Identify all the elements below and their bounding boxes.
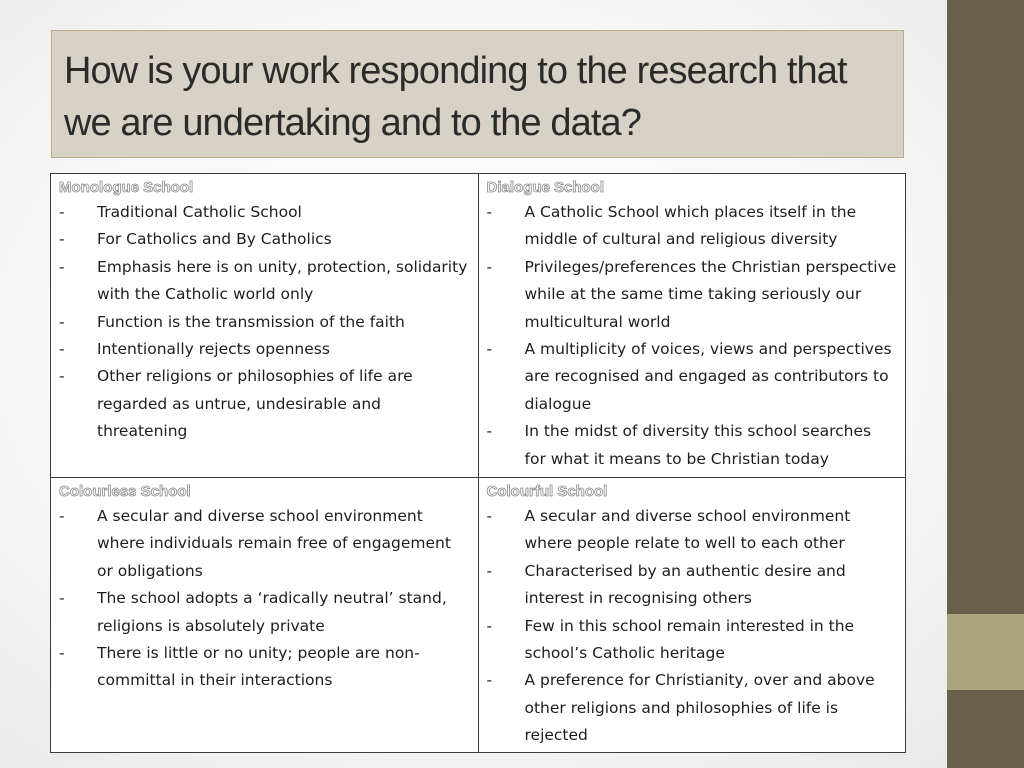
bullet-text: Privileges/preferences the Christian perspective while at the same time taking seriously our multicultural world bbox=[524, 257, 897, 331]
cell-heading: Colourless School bbox=[59, 483, 191, 500]
school-types-table bbox=[50, 173, 906, 753]
cell-colourless-school bbox=[51, 478, 479, 753]
bullet-item bbox=[59, 585, 470, 640]
cell-heading: Colourful School bbox=[486, 483, 608, 500]
bullet-dash: - bbox=[486, 561, 493, 580]
bullet-item bbox=[59, 226, 470, 253]
bullet-dash: - bbox=[486, 671, 493, 690]
bullet-dash: - bbox=[486, 257, 493, 276]
bullet-dash: - bbox=[486, 507, 493, 525]
bullet-text: A multiplicity of voices, views and perspectives are recognised and engaged as contributors to dialogue bbox=[524, 340, 892, 413]
bullet-item bbox=[487, 336, 898, 418]
bullet-item bbox=[487, 503, 898, 558]
bullet-text: Other religions or philosophies of life are regarded as untrue, undesirable and threatening bbox=[97, 367, 413, 441]
bullet-list bbox=[487, 199, 898, 473]
table-row bbox=[51, 174, 906, 478]
bullet-item bbox=[59, 309, 470, 336]
side-decor-accent bbox=[947, 614, 1024, 690]
bullet-list bbox=[59, 199, 470, 446]
cell-heading: Monologue School bbox=[59, 179, 194, 196]
bullet-text: Few in this school remain interested in the school’s Catholic heritage bbox=[524, 616, 855, 663]
bullet-item bbox=[487, 254, 898, 336]
bullet-item bbox=[487, 199, 898, 254]
bullet-item bbox=[487, 558, 898, 613]
bullet-text: For Catholics and By Catholics bbox=[97, 230, 332, 249]
bullet-item bbox=[59, 254, 470, 309]
bullet-text: A preference for Christianity, over and above other religions and philosophies of life is rejected bbox=[524, 671, 875, 745]
bullet-item bbox=[59, 363, 470, 445]
cell-monologue-school bbox=[51, 174, 479, 478]
cell-heading: Dialogue School bbox=[486, 179, 605, 196]
bullet-dash: - bbox=[486, 203, 493, 221]
bullet-text: Characterised by an authentic desire and interest in recognising others bbox=[524, 561, 846, 608]
bullet-text: There is little or no unity; people are non-committal in their interactions bbox=[97, 644, 420, 690]
bullet-text: In the midst of diversity this school searches for what it means to be Christian today bbox=[524, 422, 872, 468]
cell-dialogue-school bbox=[478, 174, 906, 478]
bullet-dash: - bbox=[59, 203, 65, 221]
bullet-dash: - bbox=[59, 312, 65, 331]
bullet-text: Function is the transmission of the faith bbox=[97, 312, 405, 331]
bullet-dash: - bbox=[486, 340, 493, 359]
bullet-item bbox=[59, 199, 470, 226]
bullet-dash: - bbox=[59, 367, 65, 386]
bullet-text: A secular and diverse school environment where individuals remain free of engagement or obligations bbox=[97, 507, 451, 580]
bullet-item bbox=[487, 667, 898, 749]
bullet-text: A Catholic School which places itself in the middle of cultural and religious diversity bbox=[524, 203, 857, 249]
bullet-list bbox=[59, 503, 470, 695]
bullet-item bbox=[487, 418, 898, 473]
bullet-text: The school adopts a ‘radically neutral’ stand, religions is absolutely private bbox=[97, 589, 447, 635]
title-box bbox=[51, 30, 904, 158]
bullet-dash: - bbox=[59, 589, 65, 608]
slide-title: How is your work responding to the research that we are undertaking and to the data? bbox=[64, 50, 847, 144]
bullet-text: Emphasis here is on unity, protection, solidarity with the Catholic world only bbox=[97, 257, 468, 304]
bullet-dash: - bbox=[486, 616, 493, 635]
bullet-dash: - bbox=[59, 230, 65, 249]
bullet-text: Intentionally rejects openness bbox=[97, 340, 330, 359]
bullet-dash: - bbox=[59, 257, 65, 276]
bullet-dash: - bbox=[59, 340, 65, 359]
bullet-text: A secular and diverse school environment where people relate to well to each other bbox=[524, 507, 851, 553]
bullet-item bbox=[59, 336, 470, 363]
bullet-list bbox=[487, 503, 898, 750]
bullet-item bbox=[59, 503, 470, 585]
bullet-item bbox=[487, 613, 898, 668]
bullet-item bbox=[59, 640, 470, 695]
bullet-text: Traditional Catholic School bbox=[97, 203, 302, 221]
cell-colourful-school bbox=[478, 478, 906, 753]
bullet-dash: - bbox=[486, 422, 493, 441]
table-row bbox=[51, 478, 906, 753]
bullet-dash: - bbox=[59, 644, 65, 663]
bullet-dash: - bbox=[59, 507, 65, 525]
